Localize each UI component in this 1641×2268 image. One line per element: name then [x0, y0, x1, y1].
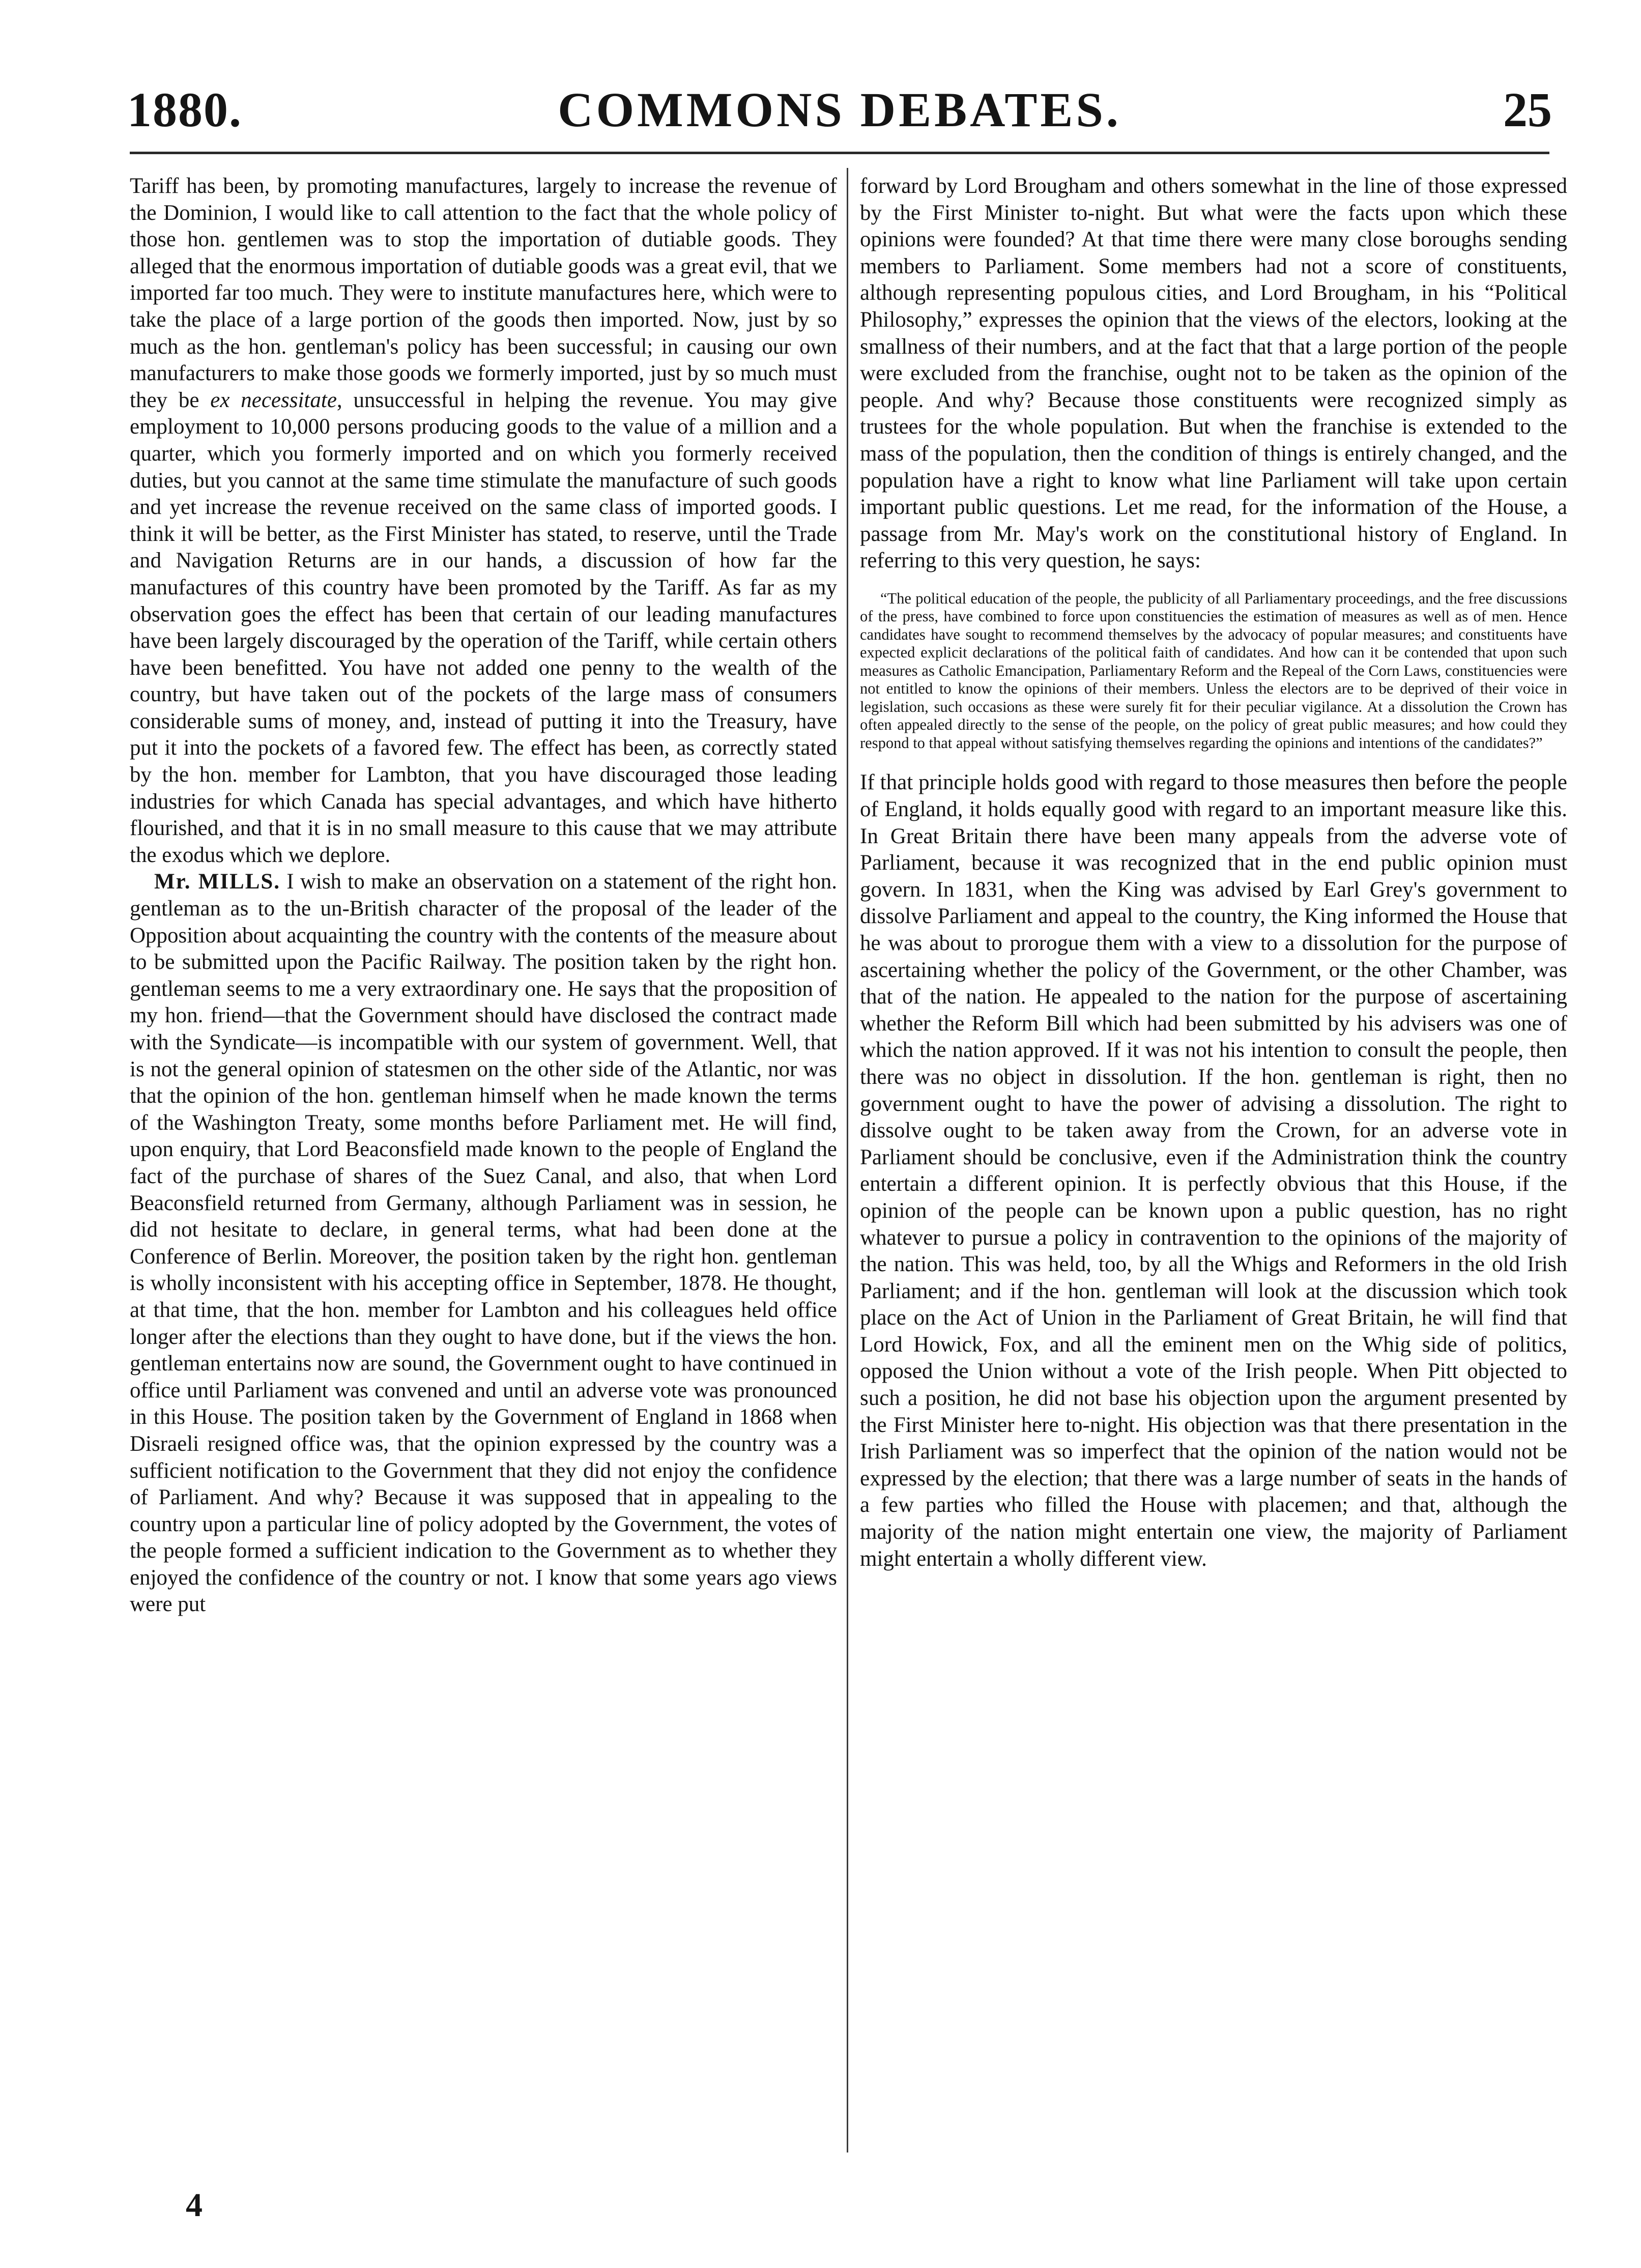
column-divider [847, 168, 848, 2152]
right-paragraph-2: If that principle holds good with regard to those measures then before the people of England, it holds equally good with regard to an important measure like this. In Great Britain there have been many appeals from the adverse vote of Parliament, because it was recognized that in the end public opinion must govern. In 1831, when the King was advised by Earl Grey's government to dissolve Parliament and appeal to the country, the King informed the House that he was about to prorogue them with a view to a dissolution for the purpose of ascertaining whether the policy of the Government, or the other Chamber, was that of the nation. He appealed to the nation for the purpose of ascertaining whether the Reform Bill which had been submitted by his advisers was one of which the nation approved. If it was not his intention to consult the people, then there was no object in dissolution. If the hon. gentleman is right, then no government ought to have the power of advising a dissolution. The right to dissolve ought to be taken away from the Crown, for an adverse vote in Parliament should be conclusive, even if the Administration think the country entertain a different opinion. It is perfectly obvious that this House, if the opinion of the people can be known upon a public question, has no right whatever to pursue a policy in contravention to the opinions of the majority of the nation. This was held, too, by all the Whigs and Reformers in the old Irish Parliament; and if the hon. gentleman will look at the discussion which took place on the Act of Union in the Parliament of Great Britain, he will find that Lord Howick, Fox, and all the eminent men on the Whig side of politics, opposed the Union without a vote of the Irish people. When Pitt objected to such a position, he did not base his objection upon the argument presented by the First Minister here to-night. His objection was that there presentation in the Irish Parliament was so imperfect that the opinion of the nation would not be expressed by the election; that there was a large number of seats in the hands of a few parties who filled the House with placemen; and that, although the majority of the nation might entertain one view, the majority of Parliament might entertain a wholly different view. [860, 770, 1567, 1571]
left-paragraph-1-start: Tariff has been, by promoting manufactures, largely to increase the revenue of the Dominion, I would like to call attention to the fact that the whole policy of those hon. gentlemen was to stop the importation of dutiable goods. They alleged that the enormous importation of dutiable goods was a great evil, that we imported far too much. They were to institute manufactures here, which were to take the place of a large portion of the goods then imported. Now, just by so much as the hon. gentleman's policy has been successful; in causing our own manufacturers to make those goods we formerly imported, just by so much must they be [130, 174, 837, 412]
header-rule [130, 152, 1549, 154]
left-paragraph-2 [130, 869, 837, 1618]
speaker-name: Mr. MILLS. [154, 870, 281, 894]
signature-mark: 4 [186, 2187, 203, 2224]
header-title: COMMONS DEBATES. [558, 82, 1121, 137]
right-column [860, 173, 1567, 1572]
header-page-number: 25 [1503, 82, 1552, 137]
left-paragraph-1 [130, 173, 837, 869]
block-quote: “The political education of the people, the publicity of all Parliamentary proceedings, and the free discussions of the press, have combined to force upon constituencies the estimation of measures as well as of men. Hence candidates have sought to recommend themselves by the advocacy of popular measures; and constituents have expected explicit declarations of the political faith of candidates. And how can it be contended that upon such measures as Catholic Emancipation, Parliamentary Reform and the Repeal of the Corn Laws, constituencies were not entitled to know the opinions of their members. Unless the electors are to be deprived of their voice in legislation, such occasions as these were surely fit for their peculiar vigilance. At a dissolution the Crown has often appealed directly to the sense of the people, on the policy of great public measures; and how could they respond to that appeal without satisfying themselves regarding the opinions and intentions of the candidates?” [860, 589, 1567, 752]
left-paragraph-2-text: I wish to make an observation on a statement of the right hon. gentleman as to the un-British character of the proposal of the leader of the Opposition about acquainting the country with the contents of the measure about to be submitted upon the Pacific Railway. The position taken by the right hon. gentleman seems to me a very extraordinary one. He says that the proposition of my hon. friend—that the Government should have disclosed the contract made with the Syndicate—is incompatible with our system of government. Well, that is not the general opinion of statesmen on the other side of the Atlantic, nor was that the opinion of the hon. gentleman himself when he made known the terms of the Washington Treaty, some months before Parliament met. He will find, upon enquiry, that Lord Beaconsfield made known to the people of England the fact of the purchase of shares of the Suez Canal, and also, that when Lord Beaconsfield returned from Germany, although Parliament was in session, he did not hesitate to declare, in general terms, what had been done at the Conference of Berlin. Moreover, the position taken by the right hon. gentleman is wholly inconsistent with his accepting office in September, 1878. He thought, at that time, that the hon. member for Lambton and his colleagues held office longer after the elections than they ought to have done, but if the views the hon. gentleman entertains now are sound, the Government ought to have continued in office until Parliament was convened and until an adverse vote was pronounced in this House. The position taken by the Government of England in 1868 when Disraeli resigned office was, that the opinion expressed by the country was a sufficient notification to the Government that they did not enjoy the confidence of Parliament. And why? Because it was supposed that in appealing to the country upon a particular line of policy adopted by the Government, the votes of the people formed a sufficient indication to the Government as to whether they enjoyed the confidence of the country or not. I know that some years ago views were put [130, 870, 837, 1617]
page-header [127, 81, 1552, 142]
right-paragraph-1: forward by Lord Brougham and others somewhat in the line of those expressed by the First Minister to-night. But what were the facts upon which these opinions were founded? At that time there were many close boroughs sending members to Parliament. Some members had not a score of constituents, although representing populous cities, and Lord Brougham, in his “Political Philosophy,” expresses the opinion that the views of the electors, looking at the smallness of their numbers, and at the fact that that a large portion of the people were excluded from the franchise, ought not to be taken as the opinion of the people. And why? Because those constituents were recognized simply as trustees for the whole population. But when the franchise is extended to the mass of the population, then the condition of things is entirely changed, and the population have a right to know what line Parliament will take upon certain important public questions. Let me read, for the information of the House, a passage from Mr. May's work on the constitutional history of England. In referring to this very question, he says: [860, 174, 1567, 573]
left-paragraph-1-rest: , unsuccessful in helping the revenue. You may give employment to 10,000 persons producing goods to the value of a million and a quarter, which you formerly imported and on which you formerly received duties, but you cannot at the same time stimulate the manufacture of such goods and yet increase the revenue received on the same class of imported goods. I think it will be better, as the First Minister has stated, to reserve, until the Trade and Navigation Returns are in our hands, a discussion of how far the manufactures of this country have been promoted by the Tariff. As far as my observation goes the effect has been that certain of our leading manufactures have been largely discouraged by the operation of the Tariff, while certain others have been benefitted. You have not added one penny to the wealth of the country, but have taken out of the pockets of the large mass of consumers considerable sums of money, and, instead of putting it into the Treasury, have put it into the pockets of a favored few. The effect has been, as correctly stated by the hon. member for Lambton, that you have discouraged those leading industries for which Canada has special advantages, and which have hitherto flourished, and that it is in no small measure to this cause that we may attribute the exodus which we deplore. [130, 388, 837, 867]
left-paragraph-1-italic: ex necessitate [210, 388, 337, 412]
header-year: 1880. [127, 82, 242, 137]
left-column [130, 173, 837, 1618]
